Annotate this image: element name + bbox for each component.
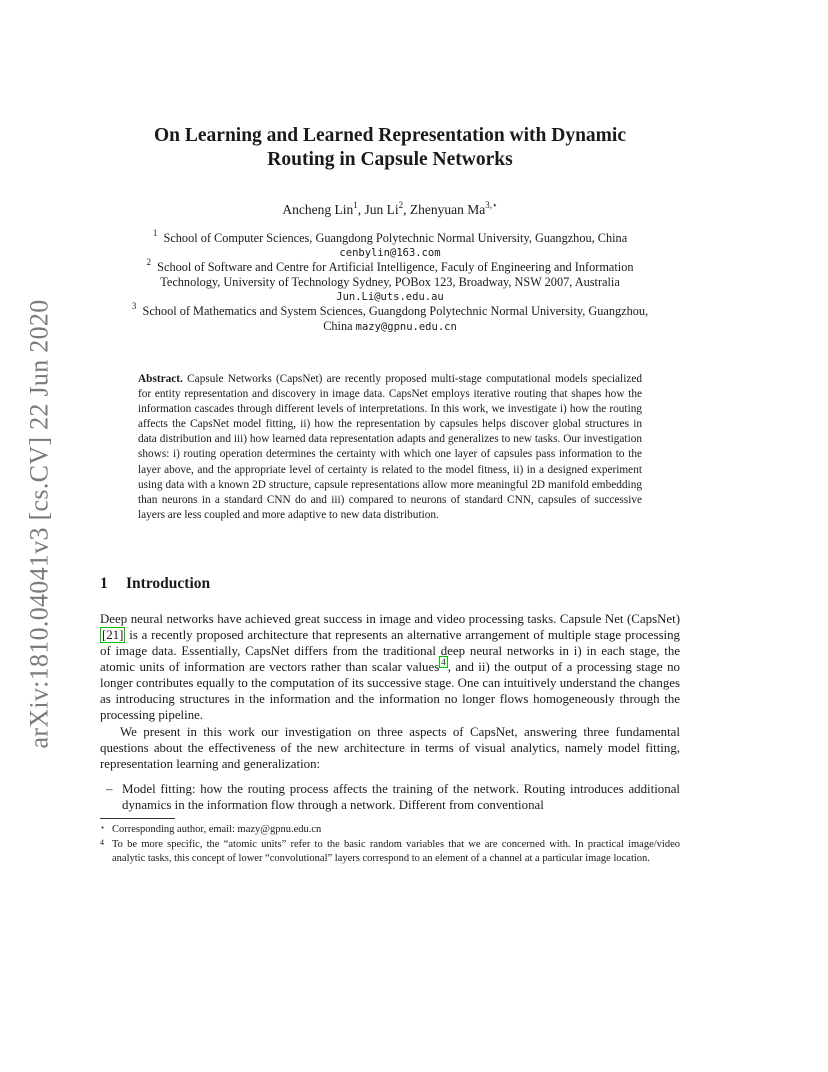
paragraph-2: We present in this work our investigation on three aspects of CapsNet, answering three fundamental questions about the effectiveness of the new architecture in terms of visual analytics, namely model fitting, representation learning and generalization: — [100, 725, 680, 771]
affiliation-email: Jun.Li@uts.edu.au — [336, 290, 444, 303]
footnote-text: To be more specific, the “atomic units” refer to the basic random variables that we are concerned with. In practical image/video analytic tasks, this concept of lower “convolutional” layers correspond to an element of a channel at a particular image location. — [112, 839, 680, 864]
footnote-divider — [100, 818, 175, 819]
title-line-2: Routing in Capsule Networks — [267, 149, 513, 170]
arxiv-sidebar — [20, 289, 60, 759]
list-item-text: Model fitting: how the routing process affects the training of the network. Routing introduces additional dynamics in the information flow through a network. Different from conventional — [122, 782, 680, 812]
arxiv-identifier: arXiv:1810.04041v3 [cs.CV] 22 Jun 2020 — [25, 299, 55, 749]
footnote-link[interactable]: 4 — [441, 657, 446, 667]
author-name: Ancheng Lin — [282, 202, 354, 217]
abstract — [138, 372, 642, 523]
affiliation-number: 2 — [146, 257, 151, 267]
footnote-text: Corresponding author, email: mazy@gpnu.edu.cn — [112, 824, 322, 835]
author-list: Ancheng Lin$^1$, Jun Li$^2$, Zhenyuan $Ma^{3,⋆}$ — [282, 200, 498, 217]
author-affiliation-mark: 2 — [398, 200, 404, 210]
list-item — [106, 781, 680, 813]
affiliation-text: School of Computer Sciences, Guangdong Polytechnic Normal University, Guangzhou, China — [163, 231, 628, 245]
affiliation-number: 3 — [131, 301, 137, 311]
footnote-mark: ⋆ — [100, 823, 106, 832]
footnote-star — [100, 823, 680, 837]
paragraph-text: is a recently proposed architecture that represents an alternative arrangement of multiple stage processing of image data. Essentially, CapsNet differs from the traditional deep neural networks in i) in each stage, the atomic units of information are vectors rather than scalar values — [100, 628, 680, 674]
affiliation-email: mazy@gpnu.edu.cn — [355, 320, 457, 333]
footnote-mark: 4 — [100, 838, 104, 847]
title-line-1: On Learning and Learned Representation with Dynamic — [154, 125, 626, 146]
list-dash: – — [106, 782, 113, 796]
section-title: Introduction — [126, 575, 211, 592]
author-affiliation-mark: 1 — [353, 200, 358, 210]
affiliation-text: School of Software and Centre for Artificial Intelligence, Faculy of Engineering and Information — [157, 260, 634, 274]
paragraph-1 — [100, 611, 680, 723]
author-name: Jun Li — [364, 202, 399, 217]
affiliation-text: School of Mathematics and System Sciences, Guangdong Polytechnic Normal University, Guangzhou, — [142, 304, 649, 318]
affiliation-text: Technology, University of Technology Sydney, POBox 123, Broadway, NSW 2007, Australia — [160, 274, 620, 289]
author-affiliation-mark: 3,⋆ — [485, 200, 498, 210]
citation-link[interactable]: [21] — [102, 628, 124, 642]
abstract-label: Abstract. — [138, 373, 183, 385]
affiliation-1 — [100, 228, 680, 261]
section-heading — [100, 575, 210, 593]
paper-title — [100, 124, 680, 172]
paragraph-text: , and ii) the output of a processing stage no longer contributes equally to the computation of its successive stage. One can intuitively understand the changes as introducing structures in the information and the information no longer flows homogeneously through the processing pipeline. — [100, 660, 680, 722]
author-name: Zhenyuan Ma — [409, 202, 486, 217]
affiliation-email: cenbylin@163.com — [339, 246, 441, 259]
section-number: 1 — [100, 575, 108, 592]
affiliation-number: 1 — [152, 228, 158, 238]
affiliation-2 — [100, 257, 680, 304]
footnote-4 — [100, 838, 680, 866]
affiliation-3 — [100, 301, 680, 335]
abstract-text: Capsule Networks (CapsNet) are recently proposed multi-stage computational models specialized for entity representation and discovery in image data. CapsNet employs iterative routing that shapes how the information cascades through different levels of interpretations. In this work, we investigate i) how the routing affects the CapsNet model fitting, ii) how the representation by capsules helps discover global structures in data distribution and iii) how learned data representation adapts and generalizes to new tasks. Our investigation shows: i) routing operation determines the certainty with which one layer of capsules pass information to the layer above, and the appropriate level of certainty is related to the model fitness, ii) in a designed experiment using data with a known 2D structure, capsule representations allow more meaningful 2D manifold embedding than neurons in a standard CNN do and iii) compared to neurons of standard CNN, capsules of successive layers are less coupled and more adaptive to new data distribution. — [138, 373, 643, 521]
paragraph-text: Deep neural networks have achieved great success in image and video processing tasks. Capsule Net (CapsNet) — [100, 612, 680, 626]
affiliation-text: China — [323, 318, 353, 333]
